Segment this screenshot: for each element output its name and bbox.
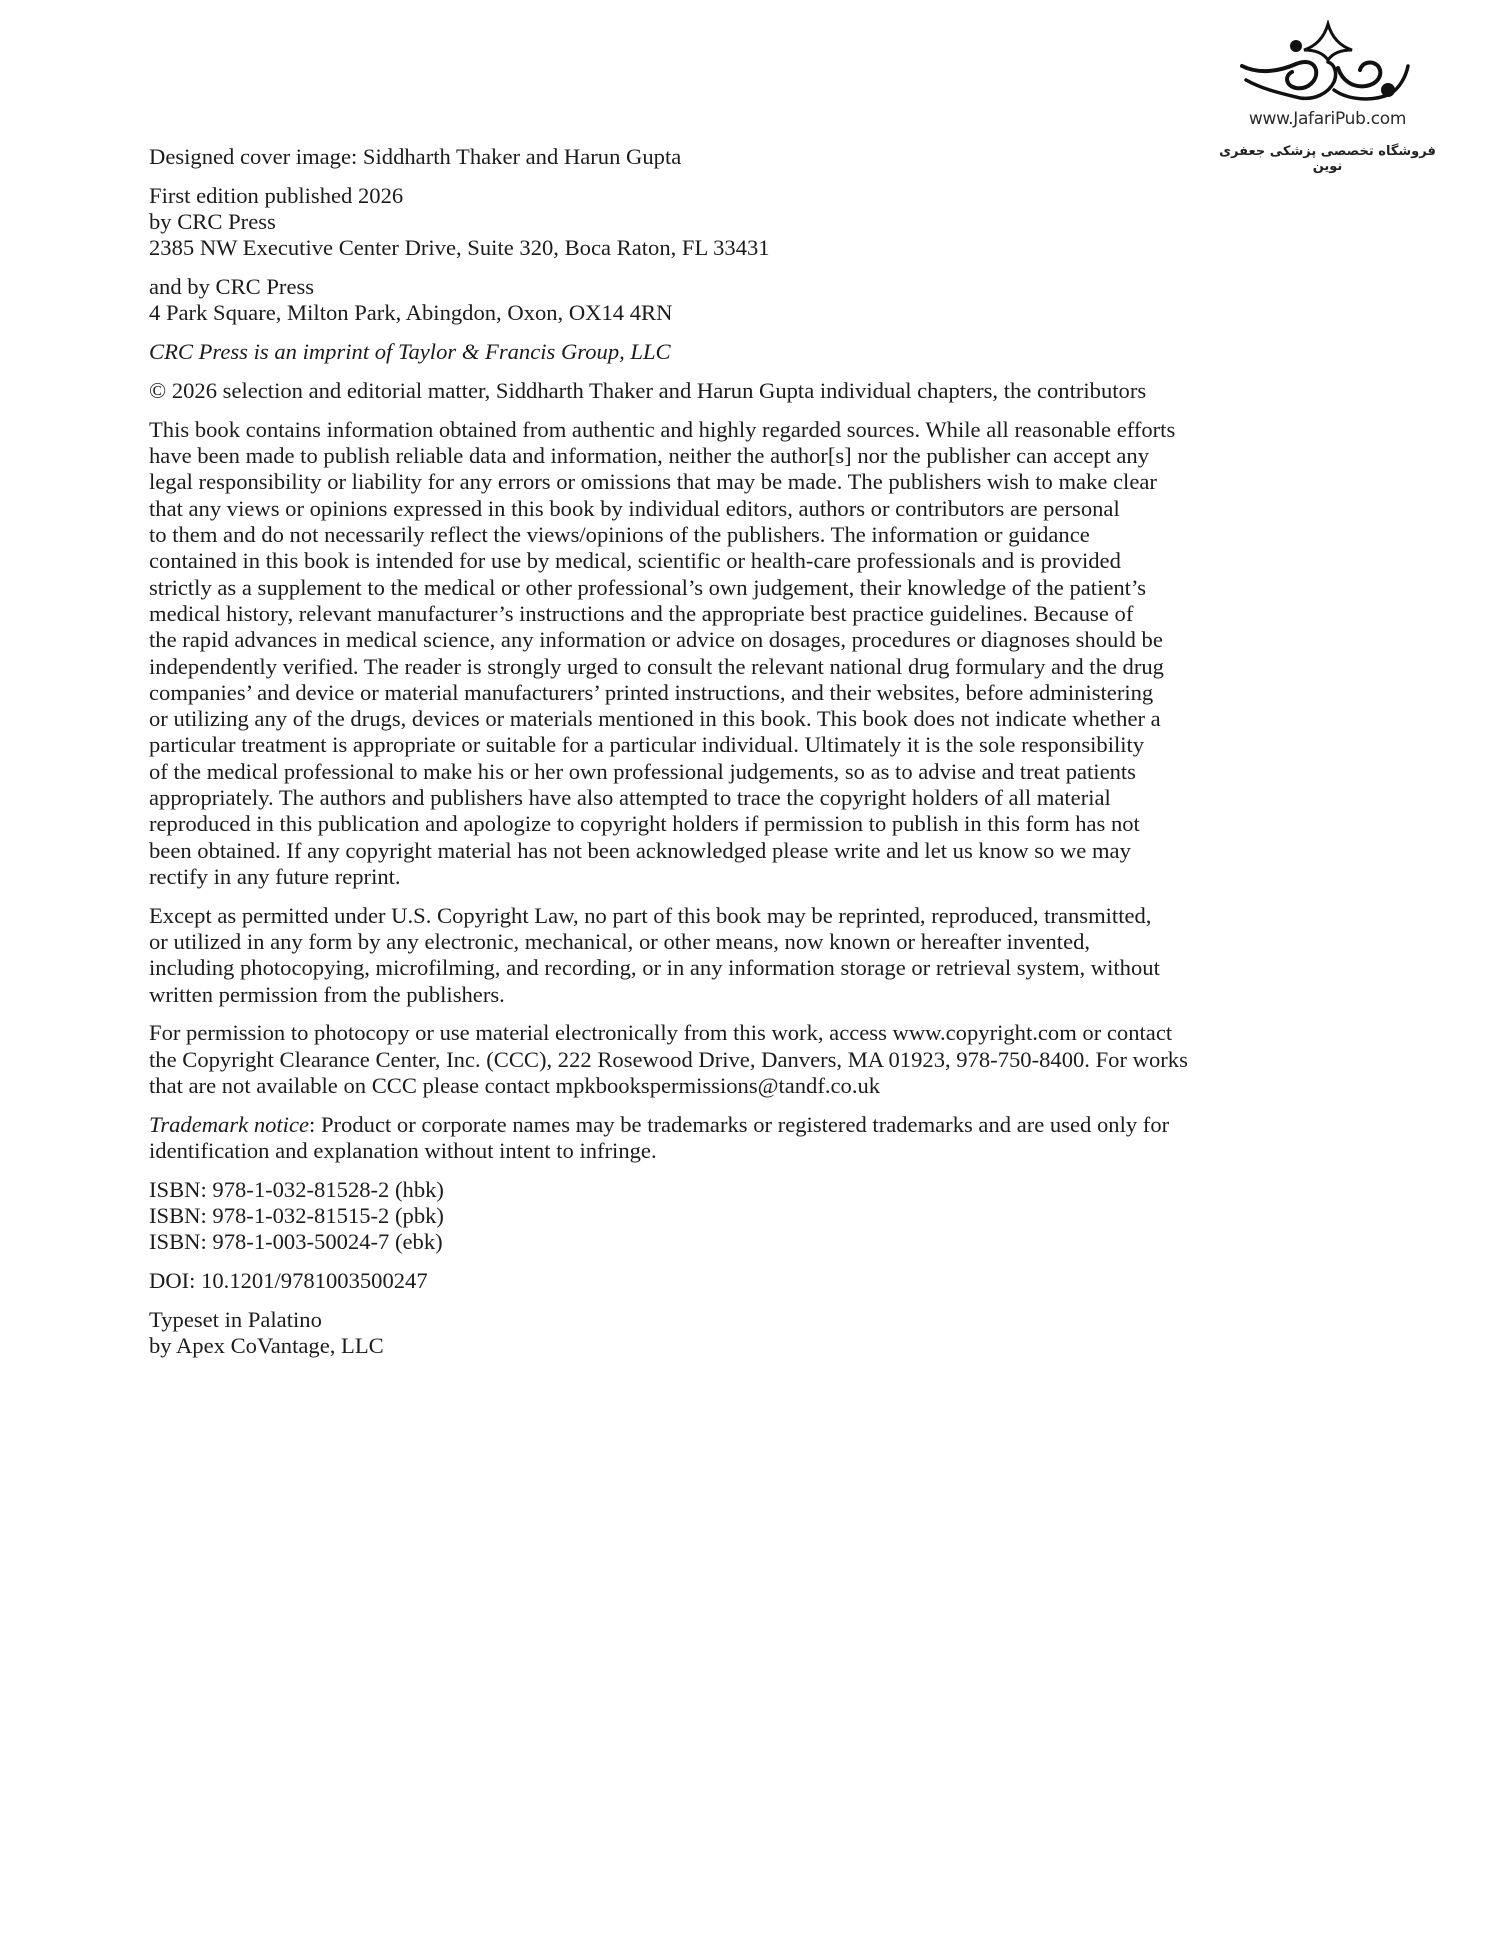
disclaimer-line: of the medical professional to make his or her own professional judgements, so as to advise and treat patients (149, 758, 1136, 784)
copyright-law-line: written permission from the publishers. (149, 981, 505, 1007)
first-edition-publisher: by CRC Press (149, 209, 276, 235)
copyright-law-line: or utilized in any form by any electronic, mechanical, or other means, now known or hereafter invented, (149, 929, 1091, 955)
permissions-paragraph (149, 1020, 1349, 1099)
permissions-line: the Copyright Clearance Center, Inc. (CCC), 222 Rosewood Drive, Danvers, MA 01923, 978-750-8400. For works (149, 1046, 1188, 1072)
trademark-text: Product or corporate names may be trademarks or registered trademarks and are used only for (315, 1111, 1170, 1137)
imprint-line: CRC Press is an imprint of Taylor & Francis Group, LLC (149, 339, 671, 365)
disclaimer-line: to them and do not necessarily reflect the views/opinions of the publishers. The information or guidance (149, 522, 1090, 548)
disclaimer-line: rectify in any future reprint. (149, 863, 401, 889)
second-address (149, 274, 1349, 327)
trademark-line (149, 1112, 1349, 1138)
isbn-ebk: ISBN: 978-1-003-50024-7 (ebk) (149, 1229, 443, 1255)
disclaimer-line: or utilizing any of the drugs, devices or materials mentioned in this book. This book does not indicate whether a (149, 706, 1161, 732)
first-edition-line: First edition published 2026 (149, 182, 404, 208)
disclaimer-line: been obtained. If any copyright material has not been acknowledged please write and let us know so we may (149, 837, 1131, 863)
disclaimer-line: the rapid advances in medical science, any information or advice on dosages, procedures or diagnoses should be (149, 627, 1163, 653)
first-edition-address: 2385 NW Executive Center Drive, Suite 320, Boca Raton, FL 33431 (149, 235, 770, 261)
logo-url: www.JafariPub.com (1248, 109, 1407, 129)
isbn-list (149, 1177, 1349, 1256)
disclaimer-line: contained in this book is intended for use by medical, scientific or health-care professionals and is provided (149, 548, 1121, 574)
disclaimer-line: independently verified. The reader is strongly urged to consult the relevant national drug formulary and the drug (149, 653, 1164, 679)
disclaimer-line: strictly as a supplement to the medical or other professional’s own judgement, their knowledge of the patient’s (149, 574, 1147, 600)
logo-tagline: فروشگاه تخصصی پزشکی جعفری نوین (1219, 144, 1436, 174)
trademark-separator: : (309, 1111, 316, 1137)
cover-credit (149, 144, 1349, 170)
copyright-law-line: Except as permitted under U.S. Copyright Law, no part of this book may be reprinted, reproduced, transmitted, (149, 902, 1152, 928)
permissions-line: For permission to photocopy or use material electronically from this work, access www.copyright.com or contact (149, 1020, 1173, 1046)
cover-credit-line: Designed cover image: Siddharth Thaker and Harun Gupta (149, 144, 682, 169)
typeset-font: Typeset in Palatino (149, 1307, 322, 1333)
trademark-label: Trademark notice (149, 1111, 310, 1137)
copyright-line: © 2026 selection and editorial matter, Siddharth Thaker and Harun Gupta individual chapters, the contributors (149, 378, 1147, 404)
trademark-line: identification and explanation without intent to infringe. (149, 1138, 657, 1164)
calligraphy-logo-icon (1238, 20, 1413, 112)
imprint-notice (149, 339, 1349, 365)
isbn-pbk: ISBN: 978-1-032-81515-2 (pbk) (149, 1203, 444, 1229)
disclaimer-line: particular treatment is appropriate or suitable for a particular individual. Ultimately it is the sole responsibility (149, 732, 1145, 758)
doi (149, 1268, 1349, 1294)
first-edition (149, 183, 1349, 262)
disclaimer-paragraph (149, 417, 1349, 890)
disclaimer-line: companies’ and device or material manufacturers’ printed instructions, and their websites, before administering (149, 679, 1154, 705)
isbn-hbk: ISBN: 978-1-032-81528-2 (hbk) (149, 1176, 444, 1202)
permissions-line: that are not available on CCC please contact mpkbookspermissions@tandf.co.uk (149, 1073, 881, 1098)
copyright-page (149, 144, 1349, 1372)
trademark-paragraph (149, 1112, 1349, 1165)
typeset-by: by Apex CoVantage, LLC (149, 1333, 384, 1359)
second-address-publisher: and by CRC Press (149, 274, 315, 300)
copyright-law-paragraph (149, 903, 1349, 1008)
disclaimer-line: reproduced in this publication and apologize to copyright holders if permission to publish in this form has not (149, 811, 1140, 837)
disclaimer-line: have been made to publish reliable data and information, neither the author[s] nor the publisher can accept any (149, 443, 1150, 469)
doi-line: DOI: 10.1201/9781003500247 (149, 1268, 428, 1294)
disclaimer-line: that any views or opinions expressed in this book by individual editors, authors or contributors are personal (149, 495, 1120, 521)
copyright-notice (149, 378, 1349, 404)
disclaimer-line: medical history, relevant manufacturer’s instructions and the appropriate best practice guidelines. Because of (149, 600, 1134, 626)
copyright-law-line: including photocopying, microfilming, and recording, or in any information storage or retrieval system, without (149, 955, 1160, 981)
disclaimer-line: legal responsibility or liability for any errors or omissions that may be made. The publishers wish to make clear (149, 469, 1157, 495)
second-address-line: 4 Park Square, Milton Park, Abingdon, Oxon, OX14 4RN (149, 300, 673, 326)
disclaimer-line: appropriately. The authors and publishers have also attempted to trace the copyright holders of all material (149, 785, 1111, 811)
typeset-info (149, 1307, 1349, 1360)
disclaimer-line: This book contains information obtained from authentic and highly regarded sources. While all reasonable efforts (149, 416, 1176, 442)
